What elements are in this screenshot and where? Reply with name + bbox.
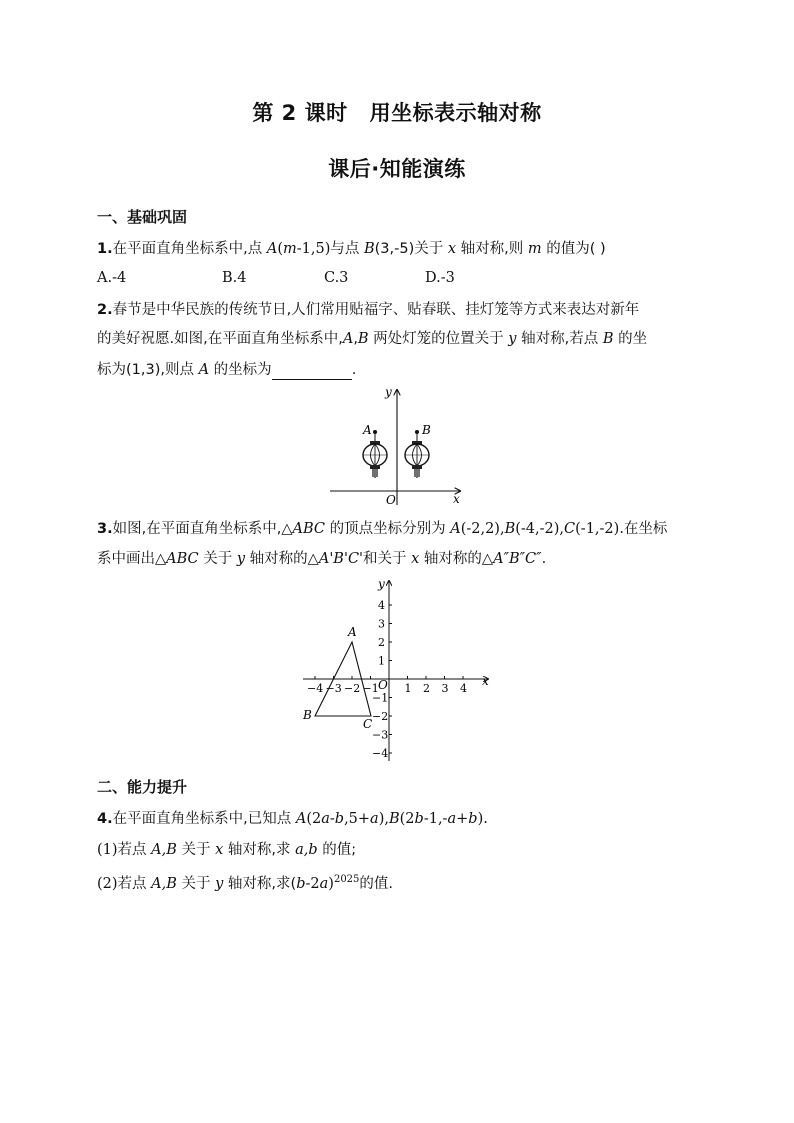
x-tick-label: −3 — [325, 682, 342, 695]
vertex-a-label: A — [348, 625, 357, 639]
x-tick-label: −2 — [344, 682, 361, 695]
y-tick-label: 2 — [378, 636, 385, 649]
lantern-b-icon — [405, 430, 429, 478]
origin-label: O — [378, 678, 388, 692]
x-tick-label: −1 — [362, 682, 379, 695]
question-3-line-1: 3.如图,在平面直角坐标系中,△ABC 的顶点坐标分别为 A(-2,2),B(-4,-2),C(-1,-2).在坐标 — [97, 521, 668, 537]
option-d[interactable]: D.-3 — [425, 270, 455, 286]
question-2-line-1: 2.春节是中华民族的传统节日,人们常用贴福字、贴春联、挂灯笼等方式来表达对新年 — [97, 302, 640, 318]
y-tick-label: −2 — [372, 710, 389, 723]
lantern-a-icon — [363, 430, 387, 478]
y-tick-label: −3 — [372, 728, 389, 742]
question-3-line-2: 系中画出△ABC 关于 y 轴对称的△A'B'C'和关于 x 轴对称的△A″B″C″. — [97, 551, 547, 567]
y-tick-label: 1 — [378, 654, 385, 668]
question-4-part-1: (1)若点 A,B 关于 x 轴对称,求 a,b 的值; — [97, 842, 357, 858]
question-4-line-1: 4.在平面直角坐标系中,已知点 A(2a-b,5+a),B(2b-1,-a+b). — [97, 811, 488, 827]
lantern-figure — [325, 385, 470, 510]
x-tick-label: 2 — [423, 682, 430, 695]
y-tick-label: −1 — [372, 691, 389, 705]
y-tick-label: −4 — [372, 747, 389, 760]
question-4-part-2: (2)若点 A,B 关于 y 轴对称,求$(b-2a)^{2025}$的值. — [97, 874, 394, 892]
point-b-label: B — [422, 423, 431, 437]
x-tick-label: 1 — [404, 682, 412, 695]
y-tick-label: 4 — [378, 599, 385, 612]
x-tick-label: 4 — [460, 682, 467, 695]
point-a-label: A — [363, 423, 372, 437]
x-axis-label: x — [482, 674, 489, 688]
lesson-number: 第 2 课时 — [252, 101, 348, 125]
y-axis-label: y — [378, 577, 385, 591]
question-1: 1.在平面直角坐标系中,点 A(m-1,5)与点 B(3,-5)关于 x 轴对称,则 m 的值为( ) — [97, 241, 606, 257]
vertex-b-label: B — [303, 708, 312, 722]
answer-blank[interactable] — [272, 365, 352, 380]
vertex-c-label: C — [363, 717, 373, 731]
lesson-topic: 用坐标表示轴对称 — [369, 101, 542, 125]
coordinate-figure — [298, 576, 498, 766]
x-tick-label: 3 — [441, 682, 449, 695]
y-axis-label: y — [385, 385, 392, 399]
x-tick-label: −4 — [307, 682, 324, 695]
y-tick-label: 3 — [378, 617, 385, 631]
origin-label: O — [386, 493, 396, 507]
option-c[interactable]: C.3 — [324, 270, 349, 286]
option-b[interactable]: B.4 — [222, 270, 247, 286]
page-title — [0, 97, 794, 127]
x-axis-label: x — [453, 492, 460, 506]
option-a[interactable]: A.-4 — [97, 270, 127, 286]
section-advanced: 二、能力提升 — [97, 778, 188, 796]
question-2-line-3: 标为(1,3),则点 A 的坐标为 . — [97, 362, 357, 378]
question-2-line-2: 的美好祝愿.如图,在平面直角坐标系中,A,B 两处灯笼的位置关于 y 轴对称,若点 B 的坐 — [97, 331, 648, 347]
page-subtitle: 课后·知能演练 — [328, 157, 466, 181]
section-basic: 一、基础巩固 — [97, 208, 188, 226]
